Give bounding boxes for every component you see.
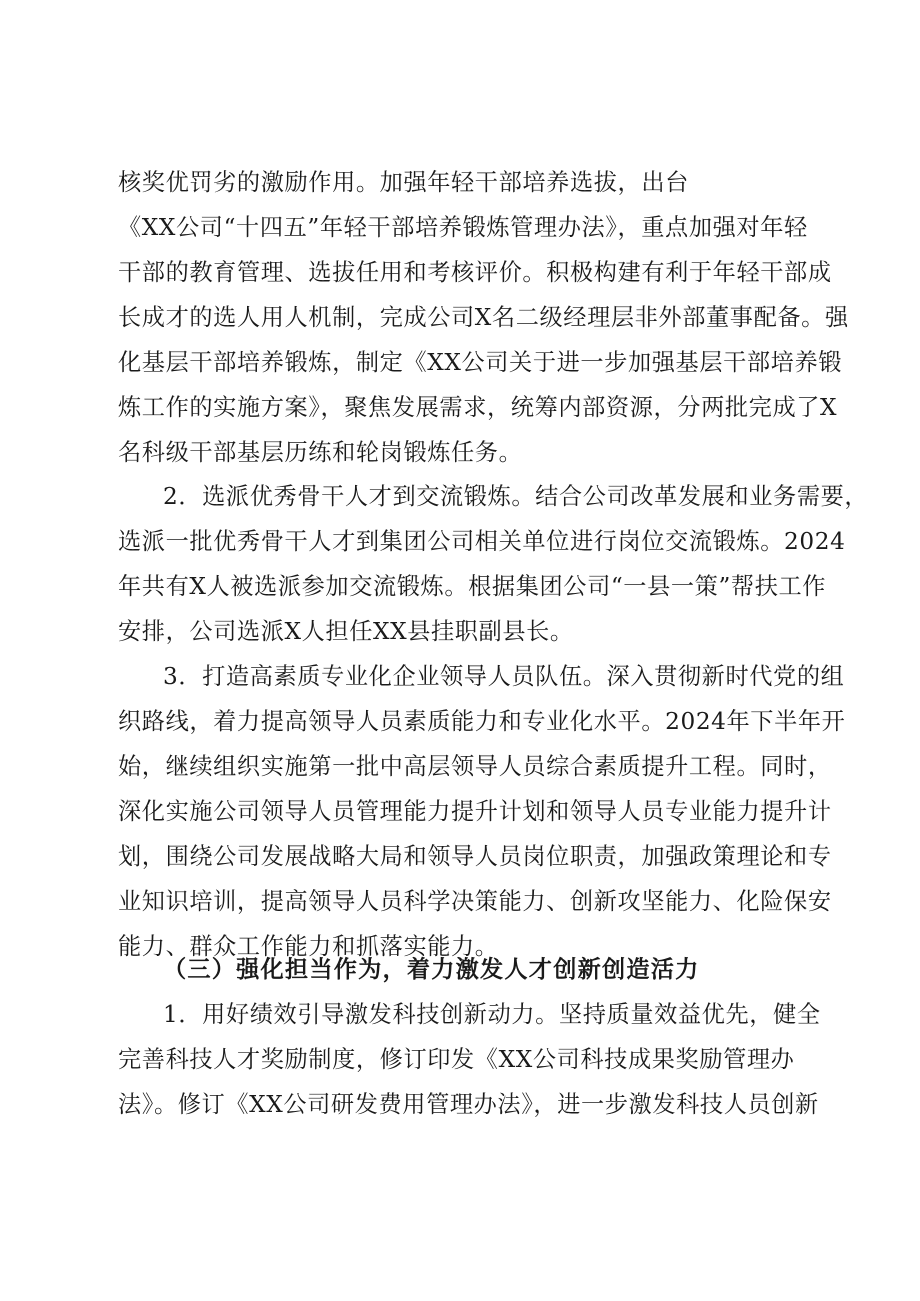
- body-text-line: 炼工作的实施方案》，聚焦发展需求，统筹内部资源，分两批完成了X: [118, 394, 838, 421]
- body-text-line: 法》。修订《XX公司研发费用管理办法》，进一步激发科技人员创新: [118, 1091, 819, 1118]
- body-text-line: 名科级干部基层历练和轮岗锻炼任务。: [118, 439, 523, 466]
- body-text-line: 织路线，着力提高领导人员素质能力和专业化水平。2024年下半年开: [118, 708, 846, 735]
- body-text-line: 长成才的选人用人机制，完成公司X名二级经理层非外部董事配备。强: [118, 304, 849, 331]
- body-text-line: 干部的教育管理、选拔任用和考核评价。积极构建有利于年轻干部成: [118, 259, 832, 286]
- body-text-line: 能力、群众工作能力和抓落实能力。: [118, 933, 499, 960]
- body-text-line: 《XX公司“十四五”年轻干部培养锻炼管理办法》，重点加强对年轻: [118, 214, 808, 241]
- body-text-line: 年共有X人被选派参加交流锻炼。根据集团公司“一县一策”帮扶工作: [118, 573, 827, 600]
- list-item-3: 3．打造高素质专业化企业领导人员队伍。深入贯彻新时代党的组: [163, 663, 845, 690]
- body-text-line: 核奖优罚劣的激励作用。加强年轻干部培养选拔，出台: [118, 169, 689, 196]
- body-text-line: 完善科技人才奖励制度，修订印发《XX公司科技成果奖励管理办: [118, 1046, 795, 1073]
- body-text-line: 选派一批优秀骨干人才到集团公司相关单位进行岗位交流锻炼。2024: [118, 528, 846, 555]
- list-item-1: 1．用好绩效引导激发科技创新动力。坚持质量效益优先，健全: [163, 1001, 821, 1028]
- body-text-line: 化基层干部培养锻炼，制定《XX公司关于进一步加强基层干部培养锻: [118, 349, 843, 376]
- body-text-line: 始，继续组织实施第一批中高层领导人员综合素质提升工程。同时，: [118, 753, 832, 780]
- list-item-2: 2．选派优秀骨干人才到交流锻炼。结合公司改革发展和业务需要，: [163, 483, 869, 510]
- body-text-line: 深化实施公司领导人员管理能力提升计划和领导人员专业能力提升计: [118, 798, 832, 825]
- section-heading: （三）强化担当作为，着力激发人才创新创造活力: [163, 956, 700, 983]
- body-text-line: 划，围绕公司发展战略大局和领导人员岗位职责，加强政策理论和专: [118, 843, 832, 870]
- body-text-line: 安排，公司选派X人担任XX县挂职副县长。: [118, 618, 574, 645]
- body-text-line: 业知识培训，提高领导人员科学决策能力、创新攻坚能力、化险保安: [118, 888, 832, 915]
